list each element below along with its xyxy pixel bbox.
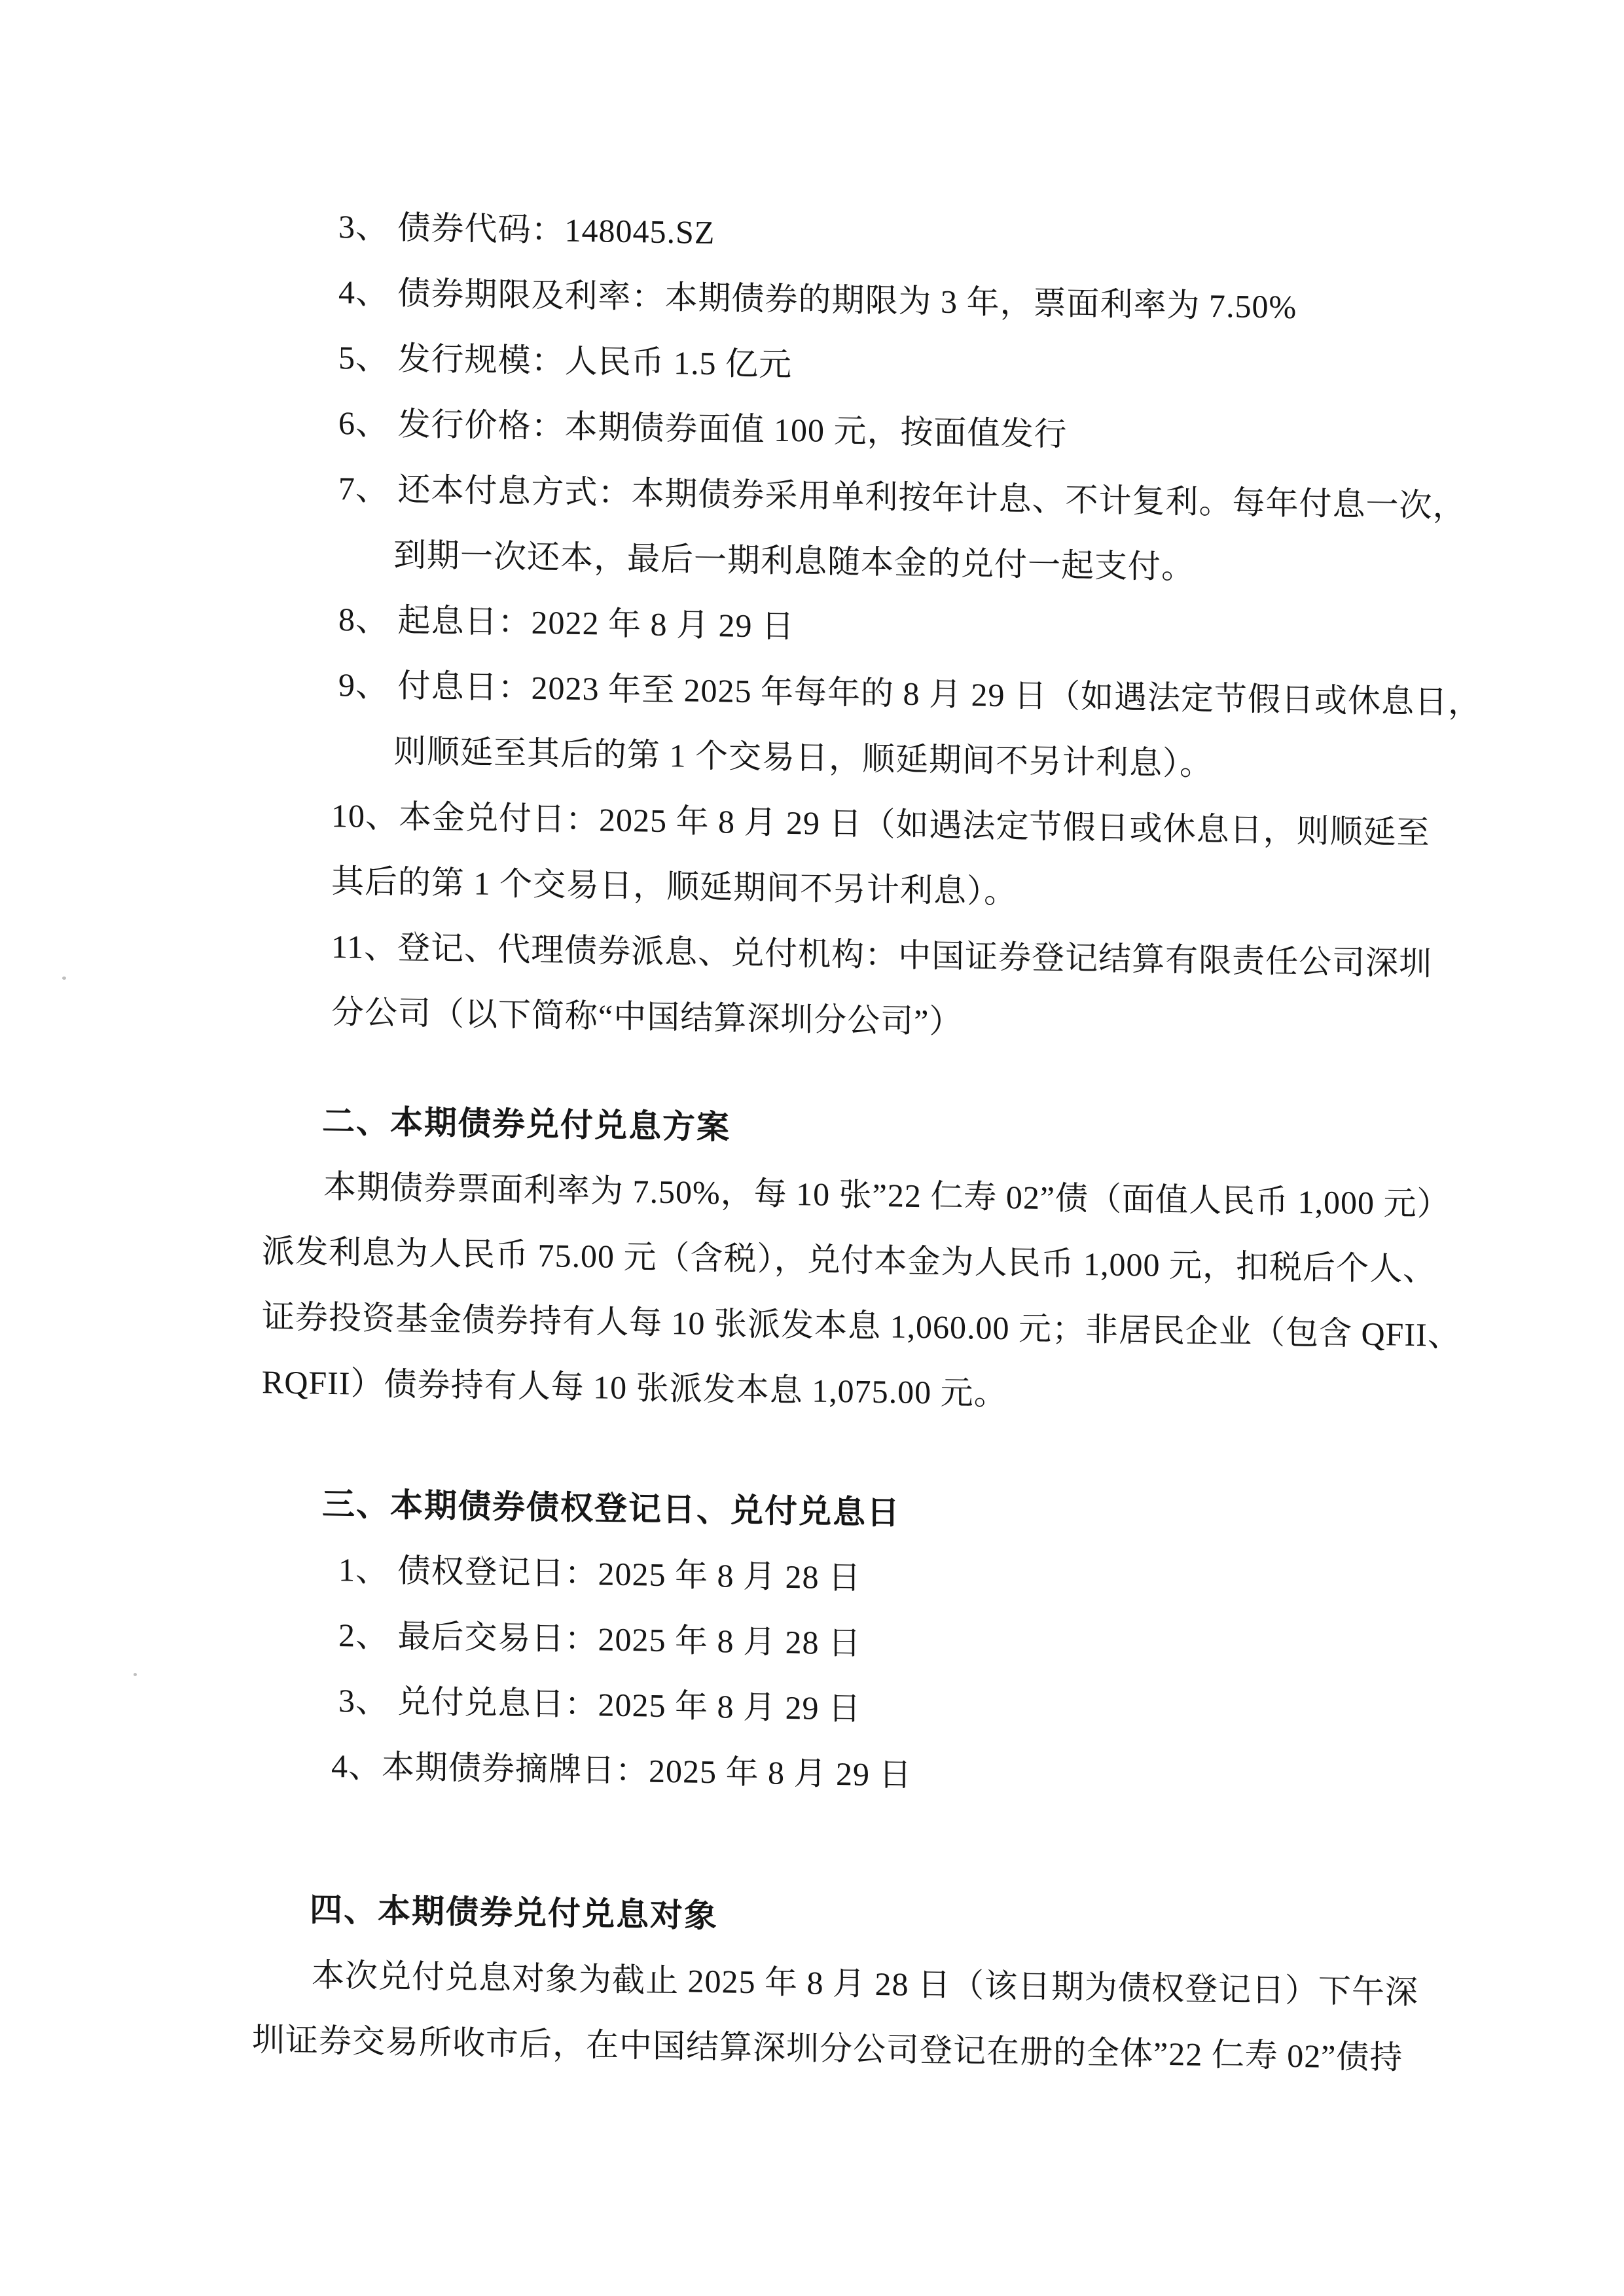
section-4-heading: 四、本期债券兑付兑息对象 xyxy=(310,1891,718,1935)
list-item-11-registrar: 11、登记、代理债券派息、兑付机构：中国证券登记结算有限责任公司深圳 xyxy=(331,927,1433,982)
section-2-paragraph-line-3: 证券投资基金债券持有人每 10 张派发本息 1,060.00 元；非居民企业（包含 QFII、 xyxy=(262,1298,1461,1354)
section-3-heading: 三、本期债券债权登记日、兑付兑息日 xyxy=(322,1485,901,1532)
section-2-heading: 二、本期债券兑付兑息方案 xyxy=(322,1102,731,1146)
section-2-paragraph-line-2: 派发利息为人民币 75.00 元（含税），兑付本金为人民币 1,000 元，扣税后个人、 xyxy=(262,1232,1436,1288)
list-item-11-continuation: 分公司（以下简称“中国结算深圳分公司”） xyxy=(331,993,963,1041)
section-3-item-2-last-trading-date: 2、 最后交易日：2025 年 8 月 28 日 xyxy=(338,1617,861,1662)
list-item-5-issue-size: 5、 发行规模：人民币 1.5 亿元 xyxy=(338,339,792,384)
section-3-item-4-delisting-date: 4、本期债券摘牌日：2025 年 8 月 29 日 xyxy=(331,1747,912,1793)
section-4-paragraph-line-2: 圳证券交易所收市后，在中国结算深圳分公司登记在册的全体”22 仁寿 02”债持 xyxy=(252,2021,1403,2076)
section-3-item-3-payment-date: 3、 兑付兑息日：2025 年 8 月 29 日 xyxy=(338,1682,861,1727)
section-3-item-1-registration-date: 1、 债权登记日：2025 年 8 月 28 日 xyxy=(338,1551,861,1596)
section-2-paragraph-line-4: RQFII）债券持有人每 10 张派发本息 1,075.00 元。 xyxy=(262,1363,1007,1412)
section-2-paragraph-line-1: 本期债券票面利率为 7.50%，每 10 张”22 仁寿 02”债（面值人民币 1,000 元） xyxy=(323,1168,1451,1223)
list-item-7-repayment-method: 7、 还本付息方式：本期债券采用单利按年计息、不计复利。每年付息一次， xyxy=(338,470,1466,525)
list-item-4-term-rate: 4、 债券期限及利率：本期债券的期限为 3 年，票面利率为 7.50% xyxy=(338,274,1297,326)
list-item-10-principal-date: 10、本金兑付日：2025 年 8 月 29 日（如遇法定节假日或休息日，则顺延至 xyxy=(331,797,1430,852)
list-item-7-continuation: 到期一次还本，最后一期利息随本金的兑付一起支付。 xyxy=(393,536,1195,586)
list-item-10-continuation: 其后的第 1 个交易日，顺延期间不另计利息）。 xyxy=(331,862,1017,910)
list-item-9-continuation: 则顺延至其后的第 1 个交易日，顺延期间不另计利息）。 xyxy=(393,732,1213,783)
list-item-8-value-date: 8、 起息日：2022 年 8 月 29 日 xyxy=(338,601,795,645)
section-4-paragraph-line-1: 本次兑付兑息对象为截止 2025 年 8 月 28 日（该日期为债权登记日）下午深 xyxy=(312,1956,1418,2011)
list-item-9-interest-date: 9、 付息日：2023 年至 2025 年每年的 8 月 29 日（如遇法定节假日或休息日， xyxy=(338,666,1481,721)
list-item-6-issue-price: 6、 发行价格：本期债券面值 100 元，按面值发行 xyxy=(338,404,1068,453)
list-item-3-bond-code: 3、 债券代码：148045.SZ xyxy=(338,208,715,251)
